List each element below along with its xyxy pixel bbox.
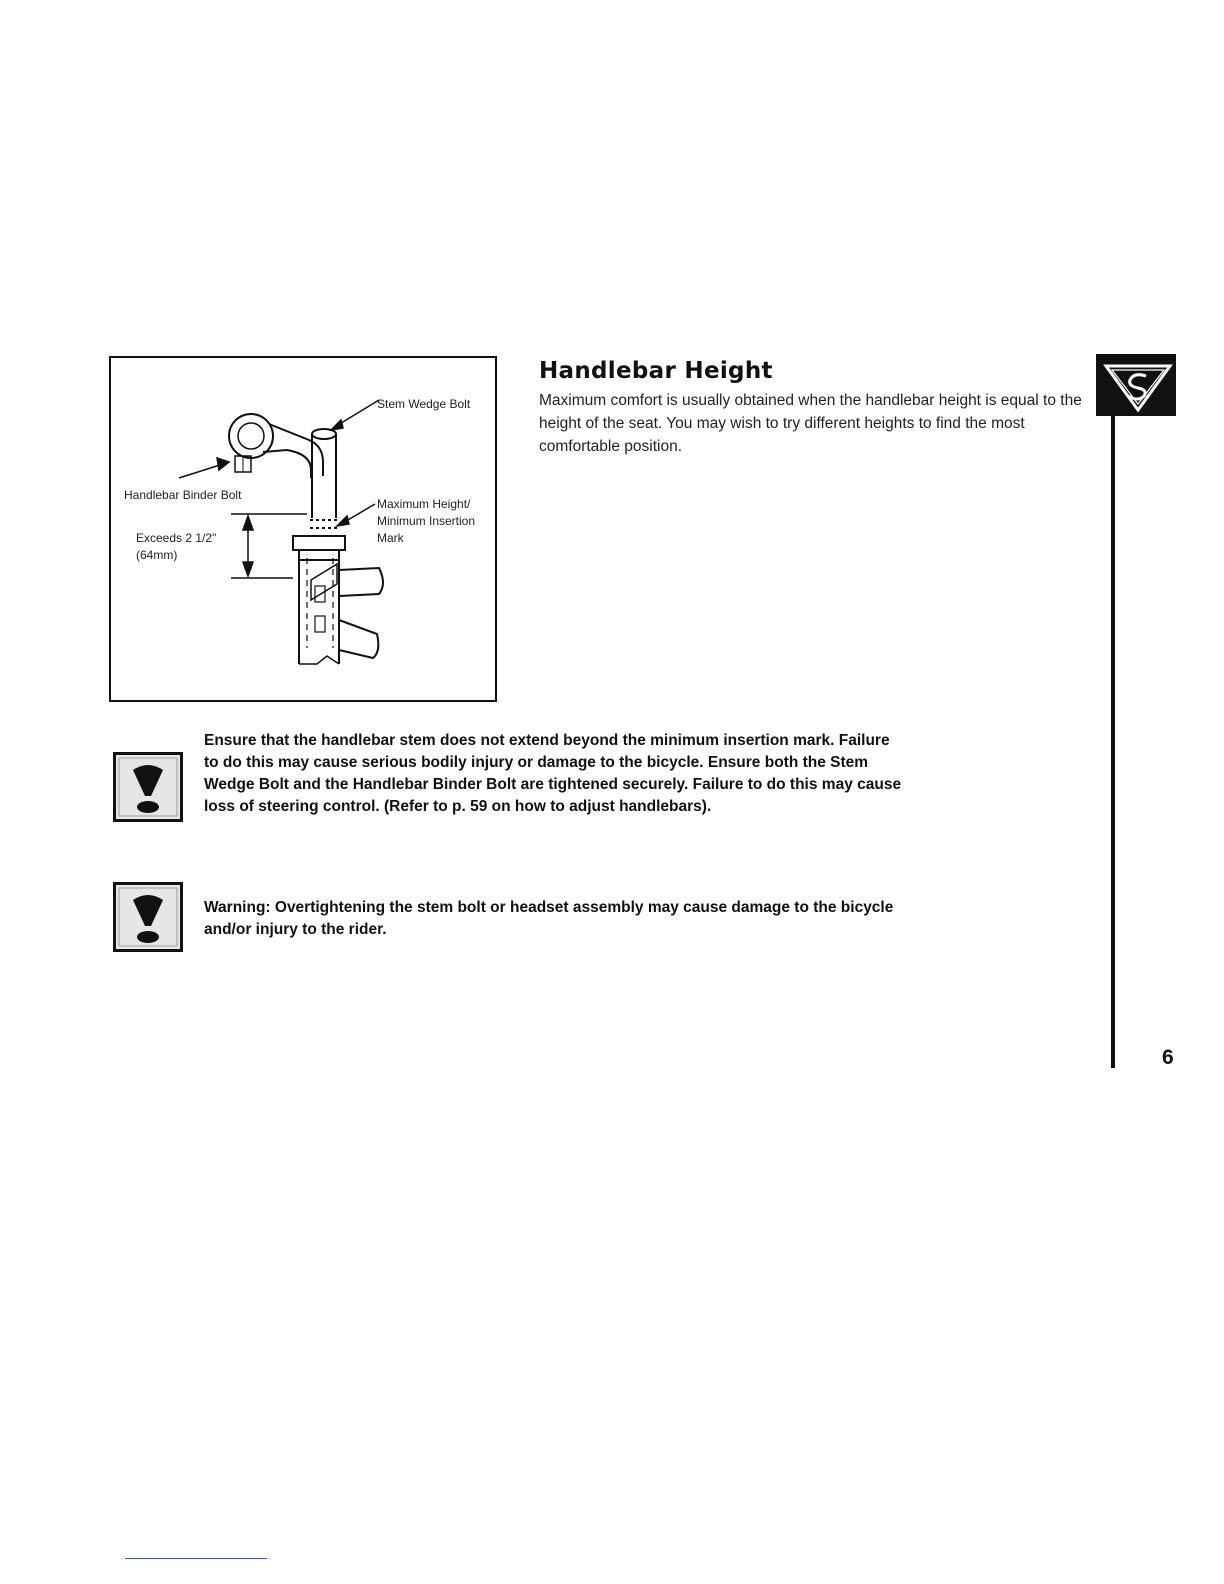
exceeds-label-line1: Exceeds 2 1/2": [136, 531, 217, 545]
exclamation-warning-icon: [113, 752, 183, 822]
max-height-label-line3: Mark: [377, 531, 404, 545]
page-number: 6: [1162, 1046, 1174, 1069]
max-height-label-line2: Minimum Insertion: [377, 514, 476, 528]
stem-wedge-bolt-label: Stem Wedge Bolt: [377, 397, 471, 411]
edge-rule: [1111, 416, 1115, 1068]
max-height-label-line1: Maximum Height/: [377, 497, 471, 511]
exceeds-label-line2: (64mm): [136, 548, 178, 562]
warning-2-text: Warning: Overtightening the stem bolt or headset assembly may cause damage to the bicycle and/or injury to the rider.: [204, 899, 894, 938]
section-title: Handlebar Height: [539, 358, 773, 384]
section-body: Maximum comfort is usually obtained when the handlebar height is equal to the height of the seat. You may wish to try different heights to find the most comfortable position.: [539, 392, 1082, 455]
brand-logo-triangle-icon: [1096, 354, 1176, 416]
bottom-rule: [125, 1558, 267, 1559]
diagram-frame: [109, 356, 497, 702]
handlebar-binder-bolt-label: Handlebar Binder Bolt: [124, 488, 242, 502]
exclamation-warning-icon: [113, 882, 183, 952]
warning-1-text: Ensure that the handlebar stem does not extend beyond the minimum insertion mark. Failure to do this may cause serious bodily injury or damage to the bicycle. Ensure both the Stem Wedge Bolt and the Handlebar Binder Bolt are tightened securely. Failure to do this may cause loss of steering control. (Refer to p. 59 on how to adjust handlebars).: [204, 732, 902, 815]
thumb-tab: [1096, 354, 1176, 416]
